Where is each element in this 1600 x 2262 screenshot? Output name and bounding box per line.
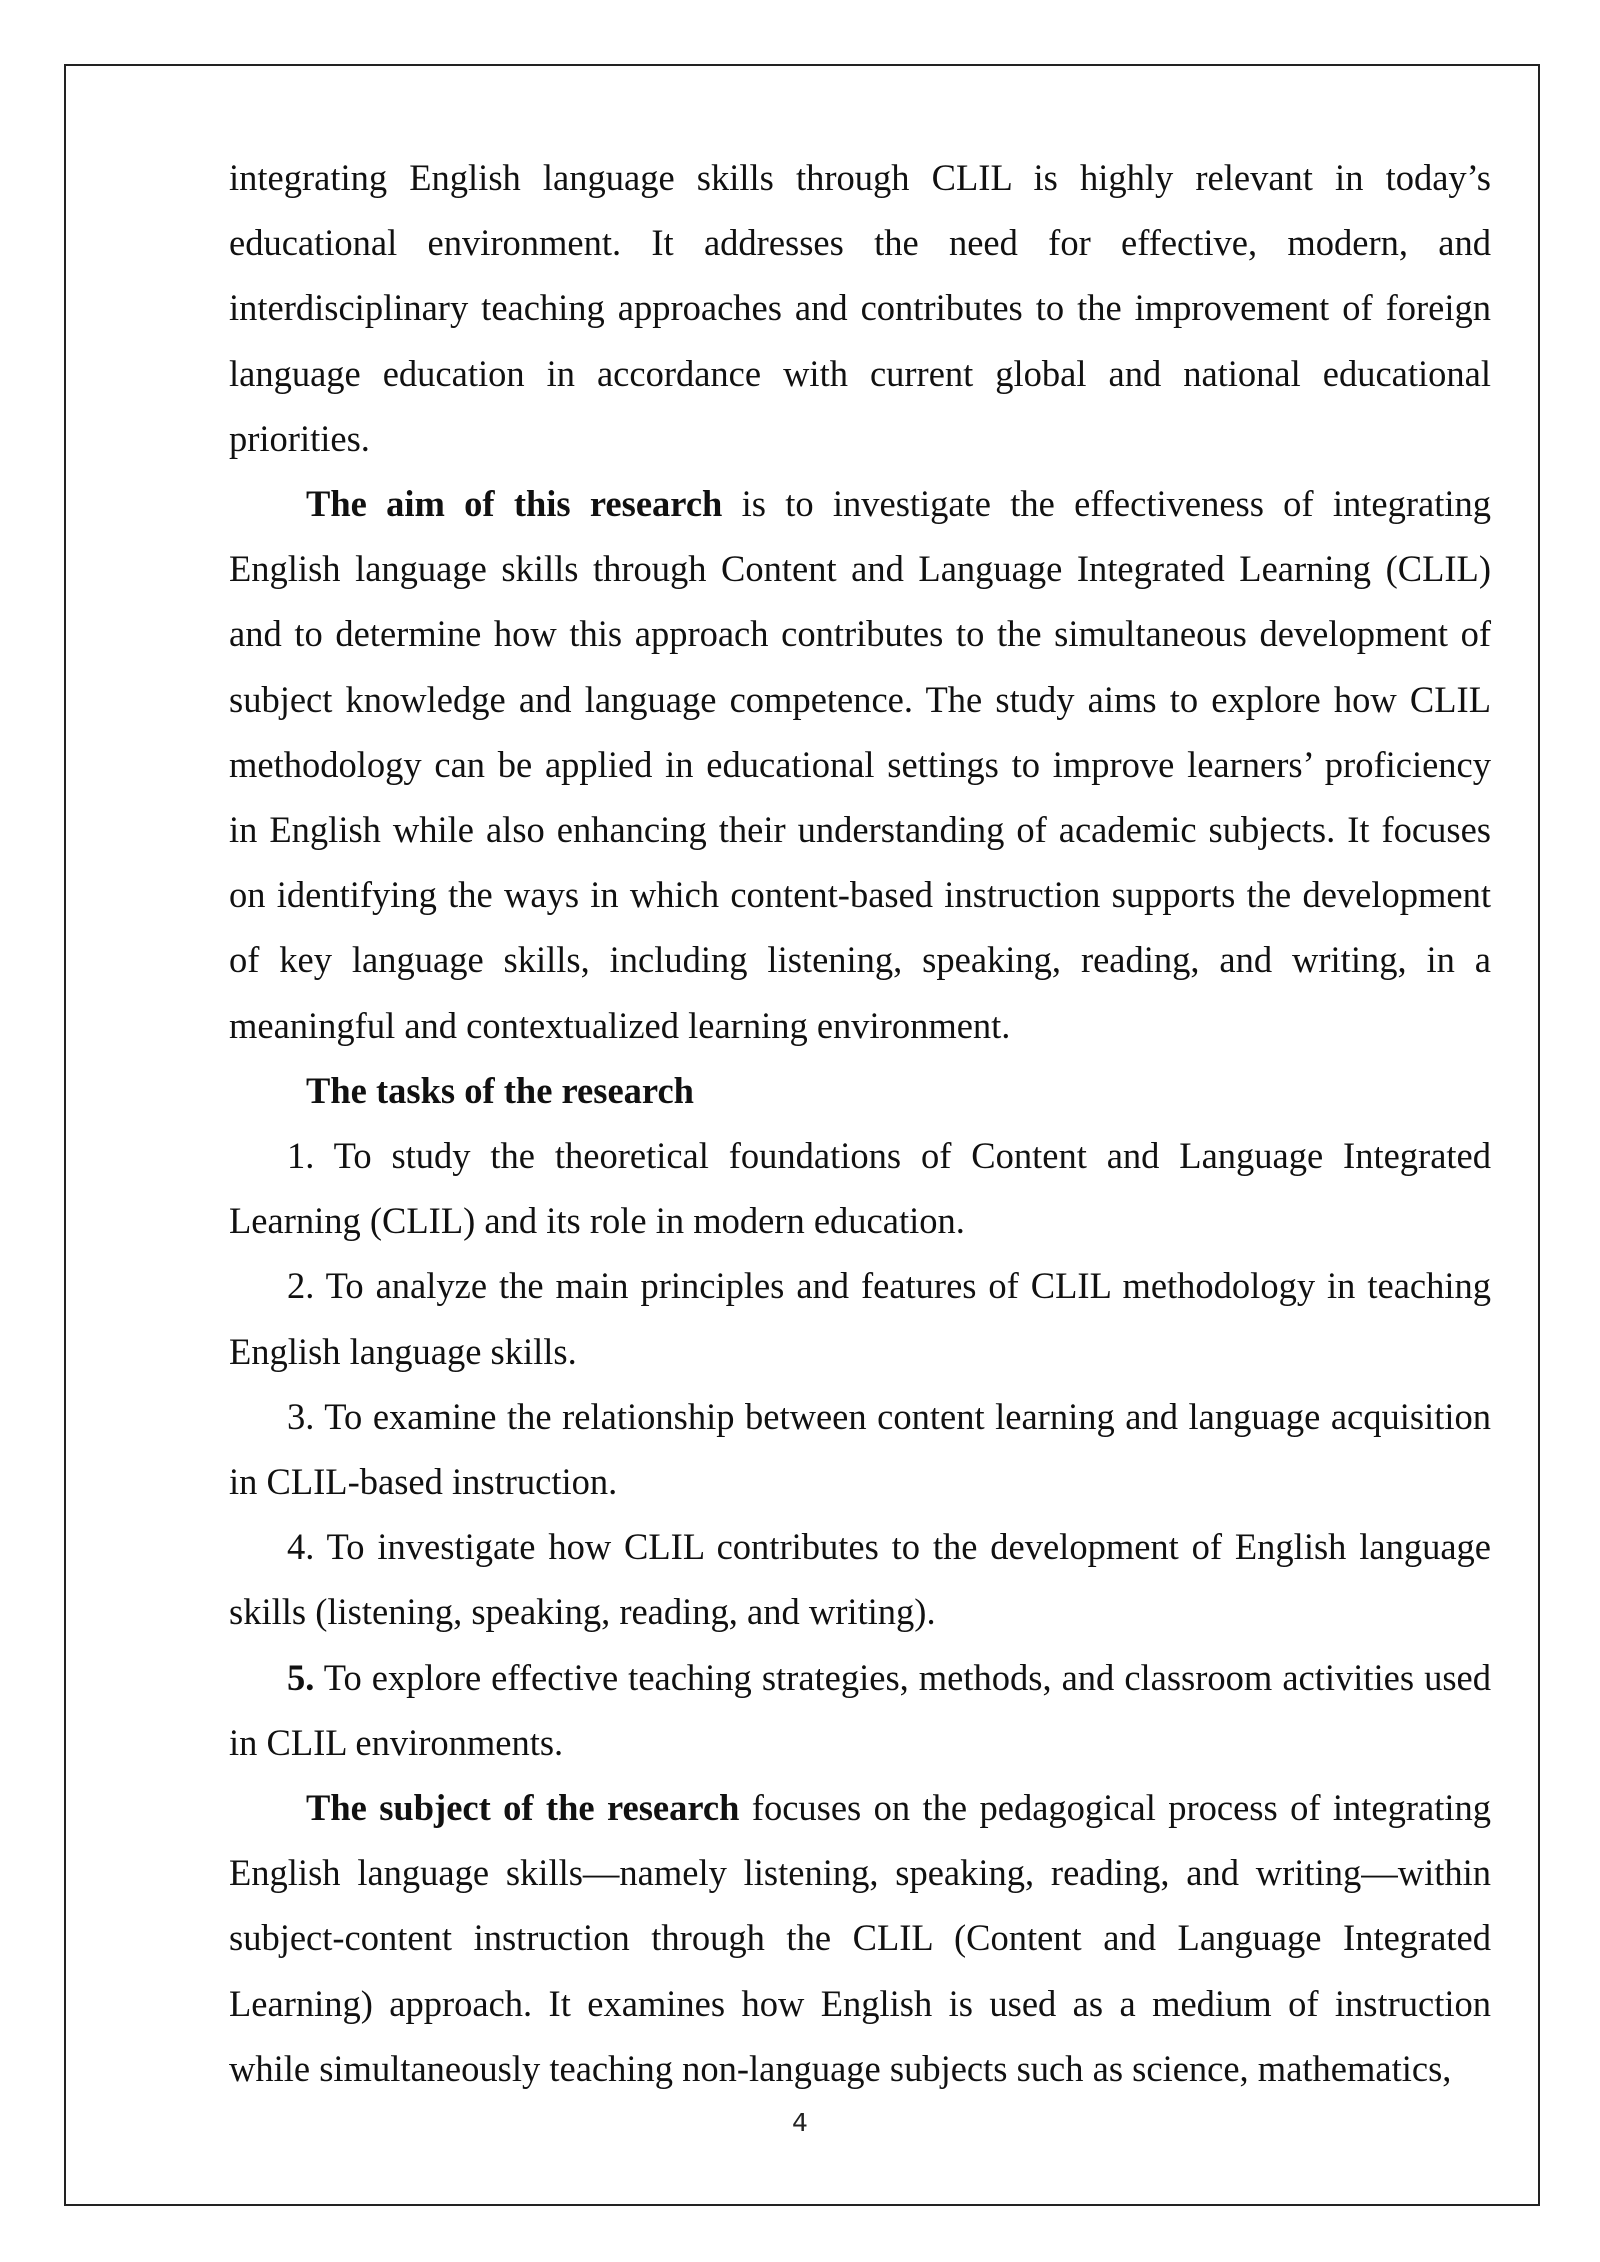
task-item-3 xyxy=(229,1384,1491,1514)
task-number: 1. xyxy=(287,1135,315,1177)
paragraph-aim xyxy=(229,471,1491,1058)
task-item-5 xyxy=(229,1645,1491,1775)
task-number: 3. xyxy=(287,1395,315,1437)
tasks-heading-text: The tasks of the research xyxy=(306,1069,694,1111)
task-number: 4. xyxy=(287,1526,315,1568)
subject-text: focuses on the pedagogical process of integrating English language skills—namely listening, speaking, reading, and writing—within subject-content instruction through the CLIL (Content and Language Integrated Learning) approach. It examines how English is used as a medium of instruction while simultaneously teaching non-language subjects such as science, mathematics, xyxy=(229,1787,1491,2089)
task-item-2 xyxy=(229,1253,1491,1383)
task-text: To explore effective teaching strategies, methods, and classroom activities used in CLIL environments. xyxy=(229,1656,1491,1763)
task-text: To examine the relationship between content learning and language acquisition in CLIL-based instruction. xyxy=(229,1395,1491,1503)
task-text: To analyze the main principles and features of CLIL methodology in teaching English language skills. xyxy=(229,1265,1491,1372)
task-item-4 xyxy=(229,1514,1491,1644)
tasks-heading xyxy=(229,1058,1491,1123)
paragraph-relevance: integrating English language skills through CLIL is highly relevant in today’s educational environment. It addresses the need for effective, modern, and interdisciplinary teaching approaches and contributes to the improvement of foreign language education in accordance with current global and national educational priorities. xyxy=(229,157,1491,459)
subject-heading: The subject of the research xyxy=(306,1787,740,1829)
document-body xyxy=(229,145,1491,2101)
task-item-1 xyxy=(229,1123,1491,1253)
paragraph-subject xyxy=(229,1775,1491,2101)
task-number: 2. xyxy=(287,1265,315,1307)
aim-text: is to investigate the effectiveness of integrating English language skills through Content and Language Integrated Learning (CLIL) and to determine how this approach contributes to the simultaneous development of subject knowledge and language competence. The study aims to explore how CLIL methodology can be applied in educational settings to improve learners’ proficiency in English while also enhancing their understanding of academic subjects. It focuses on identifying the ways in which content-based instruction supports the development of key language skills, including listening, speaking, reading, and writing, in a meaningful and contextualized learning environment. xyxy=(229,483,1491,1046)
page-number: 4 xyxy=(792,2108,808,2137)
aim-heading: The aim of this research xyxy=(306,483,723,525)
task-number: 5. xyxy=(287,1656,315,1698)
task-text: To investigate how CLIL contributes to the development of English language skills (listening, speaking, reading, and writing). xyxy=(229,1526,1491,1633)
task-text: To study the theoretical foundations of Content and Language Integrated Learning (CLIL) and its role in modern education. xyxy=(229,1135,1491,1242)
